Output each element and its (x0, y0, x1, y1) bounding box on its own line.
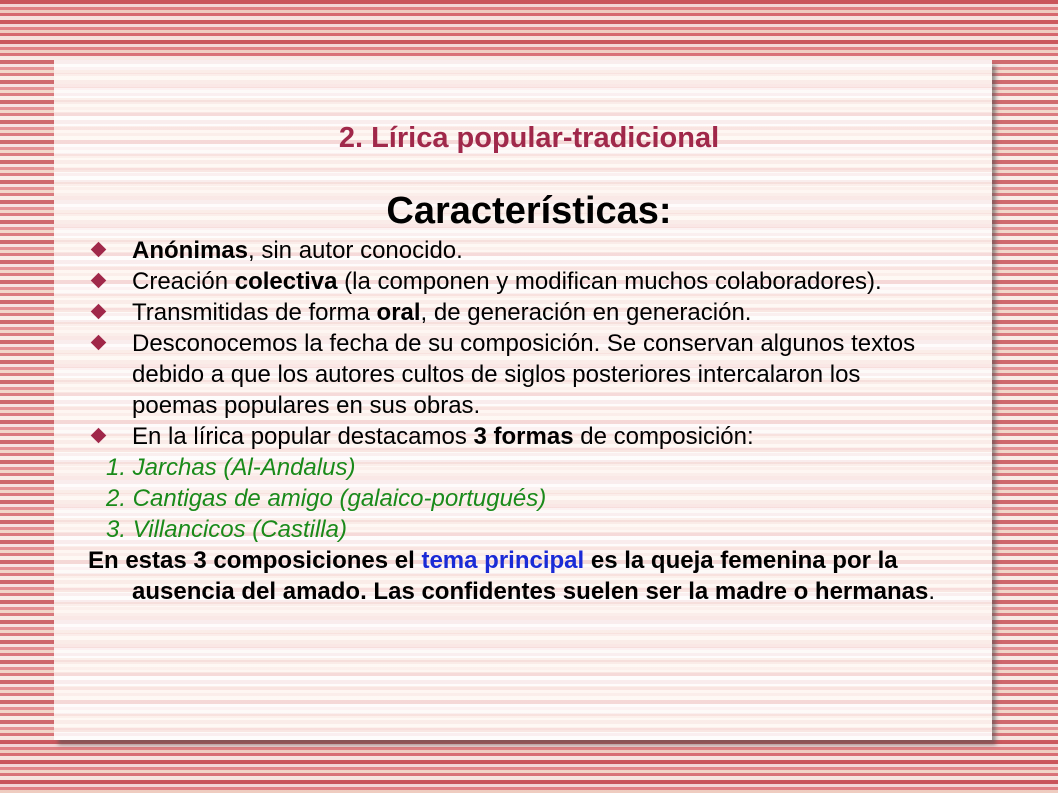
bullet-text: (la componen y modifican muchos colaboradores). (337, 268, 882, 295)
form-item-villancicos: 3. Villancicos (Castilla) (106, 516, 347, 543)
slide-content (88, 235, 948, 607)
bullet-anonimas (88, 235, 948, 266)
bullet-text: de composición: (573, 423, 754, 450)
diamond-bullet-icon (91, 273, 107, 289)
conclusion-text: En estas 3 composiciones el (88, 547, 422, 574)
conclusion-period: . (928, 578, 935, 605)
diamond-bullet-icon (91, 335, 107, 351)
bullet-text: , sin autor conocido. (248, 237, 463, 264)
diamond-bullet-icon (91, 304, 107, 320)
bullet-text: Desconocemos la fecha de su composición. Se conservan algunos textos debido a que los autores cultos de siglos posteriores intercalaron los poemas populares en sus obras. (132, 330, 916, 419)
bullet-bold-text: oral (376, 299, 421, 326)
bullet-text: , de generación en generación. (420, 299, 752, 326)
form-item-cantigas: 2. Cantigas de amigo (galaico-portugués) (106, 485, 547, 512)
section-heading: Características: (386, 190, 672, 232)
bullet-text: Transmitidas de forma (132, 299, 377, 326)
conclusion-paragraph (88, 545, 948, 607)
bullet-bold-text: Anónimas (132, 237, 249, 264)
bullet-oral (88, 297, 948, 328)
bullet-colectiva (88, 266, 948, 297)
bullet-text: Creación (132, 268, 235, 295)
bullet-text: En la lírica popular destacamos (132, 423, 474, 450)
diamond-bullet-icon (91, 242, 107, 258)
conclusion-highlight: tema principal (421, 547, 585, 574)
bullet-formas (88, 421, 948, 452)
bullet-bold-text: 3 formas (473, 423, 574, 450)
slide-title: 2. Lírica popular-tradicional (338, 122, 720, 154)
conclusion-text: es la queja femenina por la ausencia del amado. Las confidentes suelen ser la madre o hermanas (132, 547, 929, 605)
diamond-bullet-icon (91, 428, 107, 444)
bullet-bold-text: colectiva (234, 268, 338, 295)
bullet-fecha (88, 328, 948, 421)
form-item-jarchas: 1. Jarchas (Al-Andalus) (106, 454, 356, 481)
